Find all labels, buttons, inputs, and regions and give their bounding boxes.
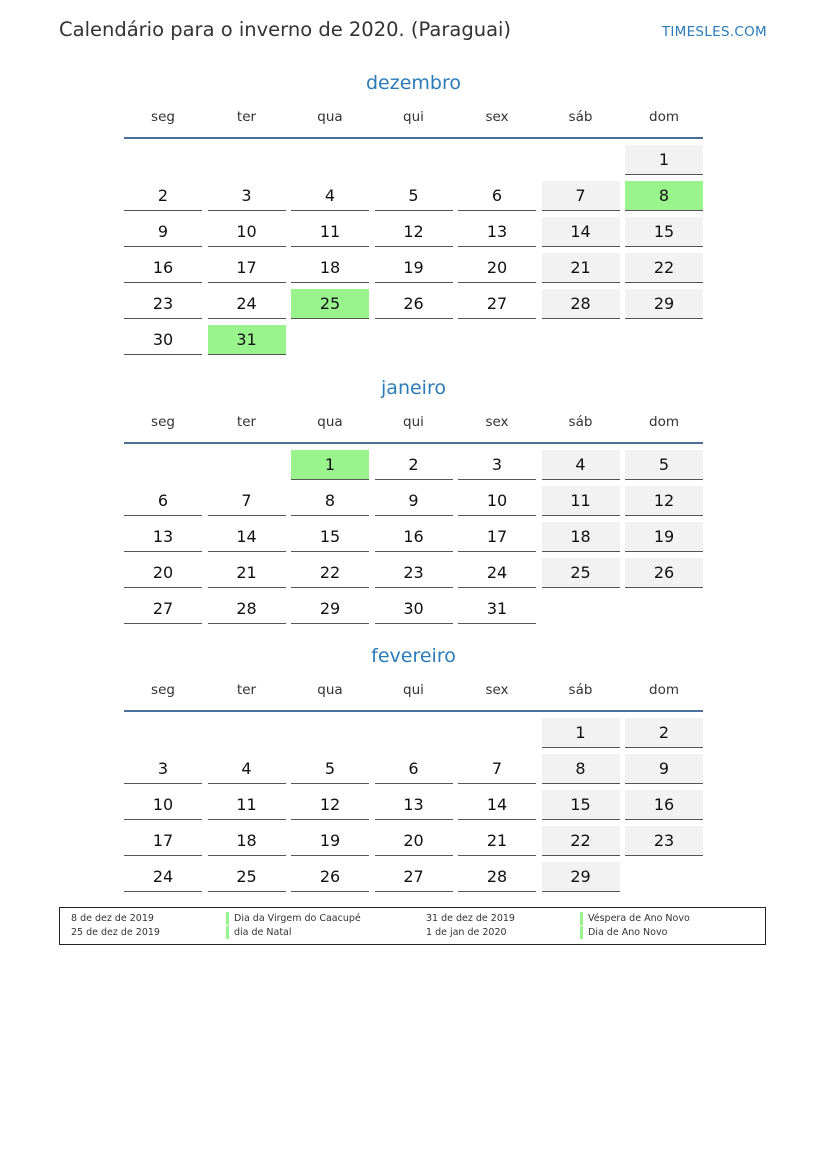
day-cell: 15 xyxy=(542,790,620,820)
day-cell: 20 xyxy=(124,558,202,588)
holiday-day-cell: 8 xyxy=(625,181,703,211)
day-cell: 17 xyxy=(208,253,286,283)
day-cell: 3 xyxy=(208,181,286,211)
weekday-label: sáb xyxy=(568,682,593,698)
day-cell: 14 xyxy=(208,522,286,552)
day-cell: 4 xyxy=(291,181,369,211)
empty-cell xyxy=(124,450,202,480)
legend-holiday-name: dia de Natal xyxy=(226,926,292,939)
month-title: janeiro xyxy=(381,377,446,399)
day-cell: 5 xyxy=(291,754,369,784)
weekday-header xyxy=(124,412,703,444)
day-cell: 3 xyxy=(458,450,536,480)
day-cell: 7 xyxy=(208,486,286,516)
empty-cell xyxy=(124,145,202,175)
day-cell: 25 xyxy=(542,558,620,588)
weekday-label: qua xyxy=(317,682,343,698)
day-cell: 23 xyxy=(124,289,202,319)
days-grid xyxy=(124,450,703,624)
empty-cell xyxy=(542,145,620,175)
weekday-label: qui xyxy=(403,109,424,125)
page-title: Calendário para o inverno de 2020. (Paraguai) xyxy=(59,18,512,41)
weekday-label: qui xyxy=(403,682,424,698)
day-cell: 7 xyxy=(542,181,620,211)
weekday-label: qui xyxy=(403,414,424,430)
day-cell: 11 xyxy=(208,790,286,820)
day-cell: 9 xyxy=(124,217,202,247)
day-cell: 16 xyxy=(625,790,703,820)
weekday-label: sáb xyxy=(568,414,593,430)
day-cell: 30 xyxy=(124,325,202,355)
day-cell: 13 xyxy=(458,217,536,247)
weekday-label: dom xyxy=(649,109,679,125)
empty-cell xyxy=(458,718,536,748)
empty-cell xyxy=(124,718,202,748)
day-cell: 24 xyxy=(124,862,202,892)
empty-cell xyxy=(458,145,536,175)
weekday-label: qua xyxy=(317,414,343,430)
day-cell: 10 xyxy=(208,217,286,247)
holiday-day-cell: 31 xyxy=(208,325,286,355)
day-cell: 1 xyxy=(542,718,620,748)
weekday-label: dom xyxy=(649,414,679,430)
day-cell: 8 xyxy=(291,486,369,516)
day-cell: 21 xyxy=(208,558,286,588)
days-grid xyxy=(124,718,703,892)
day-cell: 22 xyxy=(542,826,620,856)
weekday-header xyxy=(124,107,703,139)
day-cell: 4 xyxy=(542,450,620,480)
month-title: dezembro xyxy=(366,72,461,94)
weekday-label: sex xyxy=(485,414,509,430)
weekday-label: sex xyxy=(485,109,509,125)
day-cell: 9 xyxy=(375,486,453,516)
legend-date: 25 de dez de 2019 xyxy=(71,927,160,938)
empty-cell xyxy=(375,718,453,748)
day-cell: 1 xyxy=(625,145,703,175)
legend-row xyxy=(60,926,765,939)
day-cell: 13 xyxy=(375,790,453,820)
weekday-label: dom xyxy=(649,682,679,698)
legend-holiday-name: Véspera de Ano Novo xyxy=(580,912,690,925)
day-cell: 21 xyxy=(542,253,620,283)
empty-cell xyxy=(208,718,286,748)
day-cell: 18 xyxy=(208,826,286,856)
month-title: fevereiro xyxy=(371,645,456,667)
day-cell: 15 xyxy=(625,217,703,247)
day-cell: 6 xyxy=(124,486,202,516)
legend-holiday-name: Dia da Virgem do Caacupé xyxy=(226,912,361,925)
legend-date: 1 de jan de 2020 xyxy=(426,927,507,938)
day-cell: 26 xyxy=(625,558,703,588)
empty-cell xyxy=(208,145,286,175)
day-cell: 27 xyxy=(458,289,536,319)
day-cell: 2 xyxy=(625,718,703,748)
day-cell: 11 xyxy=(291,217,369,247)
empty-cell xyxy=(291,145,369,175)
day-cell: 9 xyxy=(625,754,703,784)
legend-holiday-name: Dia de Ano Novo xyxy=(580,926,667,939)
day-cell: 8 xyxy=(542,754,620,784)
day-cell: 16 xyxy=(124,253,202,283)
brand-link[interactable]: TIMESLES.COM xyxy=(661,24,767,40)
day-cell: 12 xyxy=(375,217,453,247)
month-february xyxy=(124,642,703,892)
legend-row xyxy=(60,912,765,925)
day-cell: 22 xyxy=(625,253,703,283)
day-cell: 22 xyxy=(291,558,369,588)
weekday-label: ter xyxy=(236,414,257,430)
day-cell: 23 xyxy=(625,826,703,856)
day-cell: 6 xyxy=(458,181,536,211)
day-cell: 19 xyxy=(375,253,453,283)
day-cell: 25 xyxy=(208,862,286,892)
day-cell: 12 xyxy=(291,790,369,820)
day-cell: 11 xyxy=(542,486,620,516)
day-cell: 17 xyxy=(458,522,536,552)
weekday-label: sáb xyxy=(568,109,593,125)
day-cell: 18 xyxy=(291,253,369,283)
day-cell: 27 xyxy=(375,862,453,892)
day-cell: 28 xyxy=(208,594,286,624)
day-cell: 6 xyxy=(375,754,453,784)
day-cell: 13 xyxy=(124,522,202,552)
weekday-label: seg xyxy=(151,414,175,430)
legend-date: 31 de dez de 2019 xyxy=(426,913,515,924)
day-cell: 23 xyxy=(375,558,453,588)
day-cell: 4 xyxy=(208,754,286,784)
weekday-label: qua xyxy=(317,109,343,125)
day-cell: 17 xyxy=(124,826,202,856)
empty-cell xyxy=(291,718,369,748)
day-cell: 15 xyxy=(291,522,369,552)
day-cell: 2 xyxy=(375,450,453,480)
day-cell: 24 xyxy=(208,289,286,319)
weekday-header xyxy=(124,680,703,712)
day-cell: 18 xyxy=(542,522,620,552)
day-cell: 19 xyxy=(625,522,703,552)
legend-date: 8 de dez de 2019 xyxy=(71,913,154,924)
day-cell: 20 xyxy=(375,826,453,856)
day-cell: 29 xyxy=(625,289,703,319)
day-cell: 10 xyxy=(124,790,202,820)
month-december xyxy=(124,69,703,355)
day-cell: 10 xyxy=(458,486,536,516)
empty-cell xyxy=(375,145,453,175)
day-cell: 31 xyxy=(458,594,536,624)
month-january xyxy=(124,374,703,624)
day-cell: 5 xyxy=(625,450,703,480)
weekday-label: seg xyxy=(151,682,175,698)
weekday-label: ter xyxy=(236,109,257,125)
day-cell: 28 xyxy=(542,289,620,319)
day-cell: 21 xyxy=(458,826,536,856)
day-cell: 26 xyxy=(291,862,369,892)
day-cell: 27 xyxy=(124,594,202,624)
weekday-label: ter xyxy=(236,682,257,698)
day-cell: 16 xyxy=(375,522,453,552)
day-cell: 26 xyxy=(375,289,453,319)
day-cell: 28 xyxy=(458,862,536,892)
weekday-label: sex xyxy=(485,682,509,698)
holiday-legend xyxy=(59,907,766,945)
holiday-day-cell: 25 xyxy=(291,289,369,319)
day-cell: 30 xyxy=(375,594,453,624)
day-cell: 7 xyxy=(458,754,536,784)
weekday-label: seg xyxy=(151,109,175,125)
day-cell: 24 xyxy=(458,558,536,588)
day-cell: 2 xyxy=(124,181,202,211)
day-cell: 20 xyxy=(458,253,536,283)
day-cell: 12 xyxy=(625,486,703,516)
day-cell: 14 xyxy=(458,790,536,820)
holiday-day-cell: 1 xyxy=(291,450,369,480)
day-cell: 3 xyxy=(124,754,202,784)
day-cell: 29 xyxy=(542,862,620,892)
day-cell: 5 xyxy=(375,181,453,211)
day-cell: 14 xyxy=(542,217,620,247)
day-cell: 19 xyxy=(291,826,369,856)
days-grid xyxy=(124,145,703,355)
empty-cell xyxy=(208,450,286,480)
day-cell: 29 xyxy=(291,594,369,624)
